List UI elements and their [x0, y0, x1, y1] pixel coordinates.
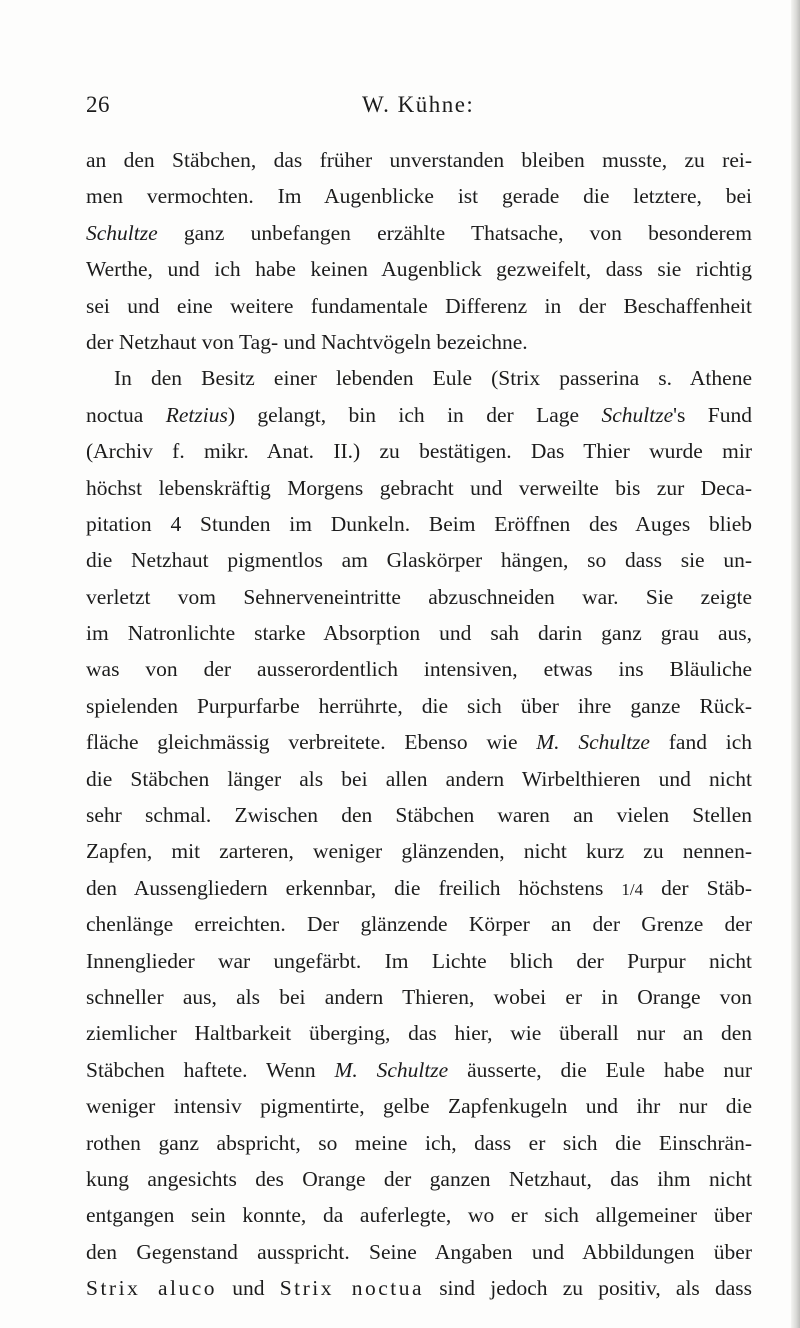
text-line: In den Besitz einer lebenden Eule (Strix passerina s. Athene [114, 366, 752, 391]
running-head: W. Kühne: [362, 92, 475, 117]
text-segment: Stäbchen haftete. Wenn [86, 1057, 335, 1082]
text-line [86, 215, 752, 251]
text-line: Innenglieder war ungefärbt. Im Lichte blich der Purpur nicht [86, 948, 752, 973]
text-line: im Natronlichte starke Absorption und sah darin ganz grau aus, [86, 621, 752, 646]
text-line: an den Stäbchen, das früher unverstanden bleiben musste, zu rei- [86, 148, 752, 172]
text-segment: ganz unbefangen erzählte Thatsache, von besonderem [157, 220, 752, 245]
page-number: 26 [86, 92, 110, 117]
text-line: weniger intensiv pigmentirte, gelbe Zapfenkugeln und ihr nur die [86, 1094, 752, 1119]
text-segment: 1/4 [621, 879, 644, 899]
text-segment: Schultze [601, 402, 674, 427]
text-line: pitation 4 Stunden im Dunkeln. Beim Eröffnen des Auges blieb [86, 511, 752, 536]
text-segment: Schultze [86, 220, 158, 245]
text-line [86, 724, 752, 760]
text-line: die Stäbchen länger als bei allen andern Wirbelthieren und nicht [86, 766, 752, 791]
text-line: schneller aus, als bei andern Thieren, wobei er in Orange von [86, 984, 752, 1009]
page-header [86, 92, 751, 122]
page-edge-shadow [791, 0, 800, 1328]
text-line [86, 1270, 752, 1306]
body-text [86, 142, 752, 1307]
text-line: Werthe, und ich habe keinen Augenblick gezweifelt, dass sie richtig [86, 257, 752, 282]
text-line: höchst lebenskräftig Morgens gebracht und verweilte bis zur Deca- [86, 475, 752, 500]
text-line: sei und eine weitere fundamentale Differenz in der Beschaffenheit [86, 293, 752, 318]
text-line [86, 397, 752, 433]
text-segment: sind jedoch zu positiv, als dass [424, 1276, 752, 1301]
text-line: rothen ganz abspricht, so meine ich, dass er sich die Einschrän- [86, 1130, 752, 1155]
text-line: (Archiv f. mikr. Anat. II.) zu bestätigen. Das Thier wurde mir [86, 439, 752, 464]
text-line: den Gegenstand ausspricht. Seine Angaben und Abbildungen über [86, 1239, 752, 1264]
text-segment: M. Schultze [334, 1057, 449, 1082]
text-segment: M. Schultze [536, 730, 650, 755]
text-segment: fläche gleichmässig verbreitete. Ebenso wie [86, 730, 537, 755]
text-segment: fand ich [649, 730, 753, 755]
text-line: chenlänge erreichten. Der glänzende Körper an der Grenze der [86, 912, 752, 937]
text-line: was von der ausserordentlich intensiven, etwas ins Bläuliche [86, 657, 752, 682]
text-line: kung angesichts des Orange der ganzen Netzhaut, das ihm nicht [86, 1166, 752, 1191]
text-segment: und [217, 1276, 280, 1301]
text-line: ziemlicher Haltbarkeit überging, das hier, wie überall nur an den [86, 1021, 752, 1046]
text-segment: Strix noctua [279, 1276, 424, 1301]
text-line: men vermochten. Im Augenblicke ist gerade die letztere, bei [86, 184, 752, 209]
text-line: spielenden Purpurfarbe herrührte, die sich über ihre ganze Rück- [86, 693, 752, 718]
text-line: entgangen sein konnte, da auferlegte, wo er sich allgemeiner über [86, 1203, 752, 1228]
text-line [86, 1052, 752, 1088]
text-segment: ) gelangt, bin ich in der Lage [227, 402, 602, 427]
text-line: verletzt vom Sehnerveneintritte abzuschneiden war. Sie zeigte [86, 584, 752, 609]
text-line: sehr schmal. Zwischen den Stäbchen waren an vielen Stellen [86, 803, 752, 828]
text-segment: den Aussengliedern erkennbar, die freilich höchstens [86, 875, 622, 900]
text-segment: 's Fund [673, 402, 753, 427]
text-segment: Strix aluco [86, 1276, 218, 1301]
text-line [86, 870, 752, 906]
text-segment: der Stäb- [643, 875, 752, 900]
text-segment: noctua [86, 402, 166, 427]
text-line: der Netzhaut von Tag- und Nachtvögeln bezeichne. [86, 329, 528, 354]
text-segment: äusserte, die Eule habe nur [448, 1057, 752, 1082]
text-line: Zapfen, mit zarteren, weniger glänzenden, nicht kurz zu nennen- [86, 839, 752, 864]
text-segment: Retzius [165, 402, 228, 427]
text-line: die Netzhaut pigmentlos am Glaskörper hängen, so dass sie un- [86, 548, 752, 573]
